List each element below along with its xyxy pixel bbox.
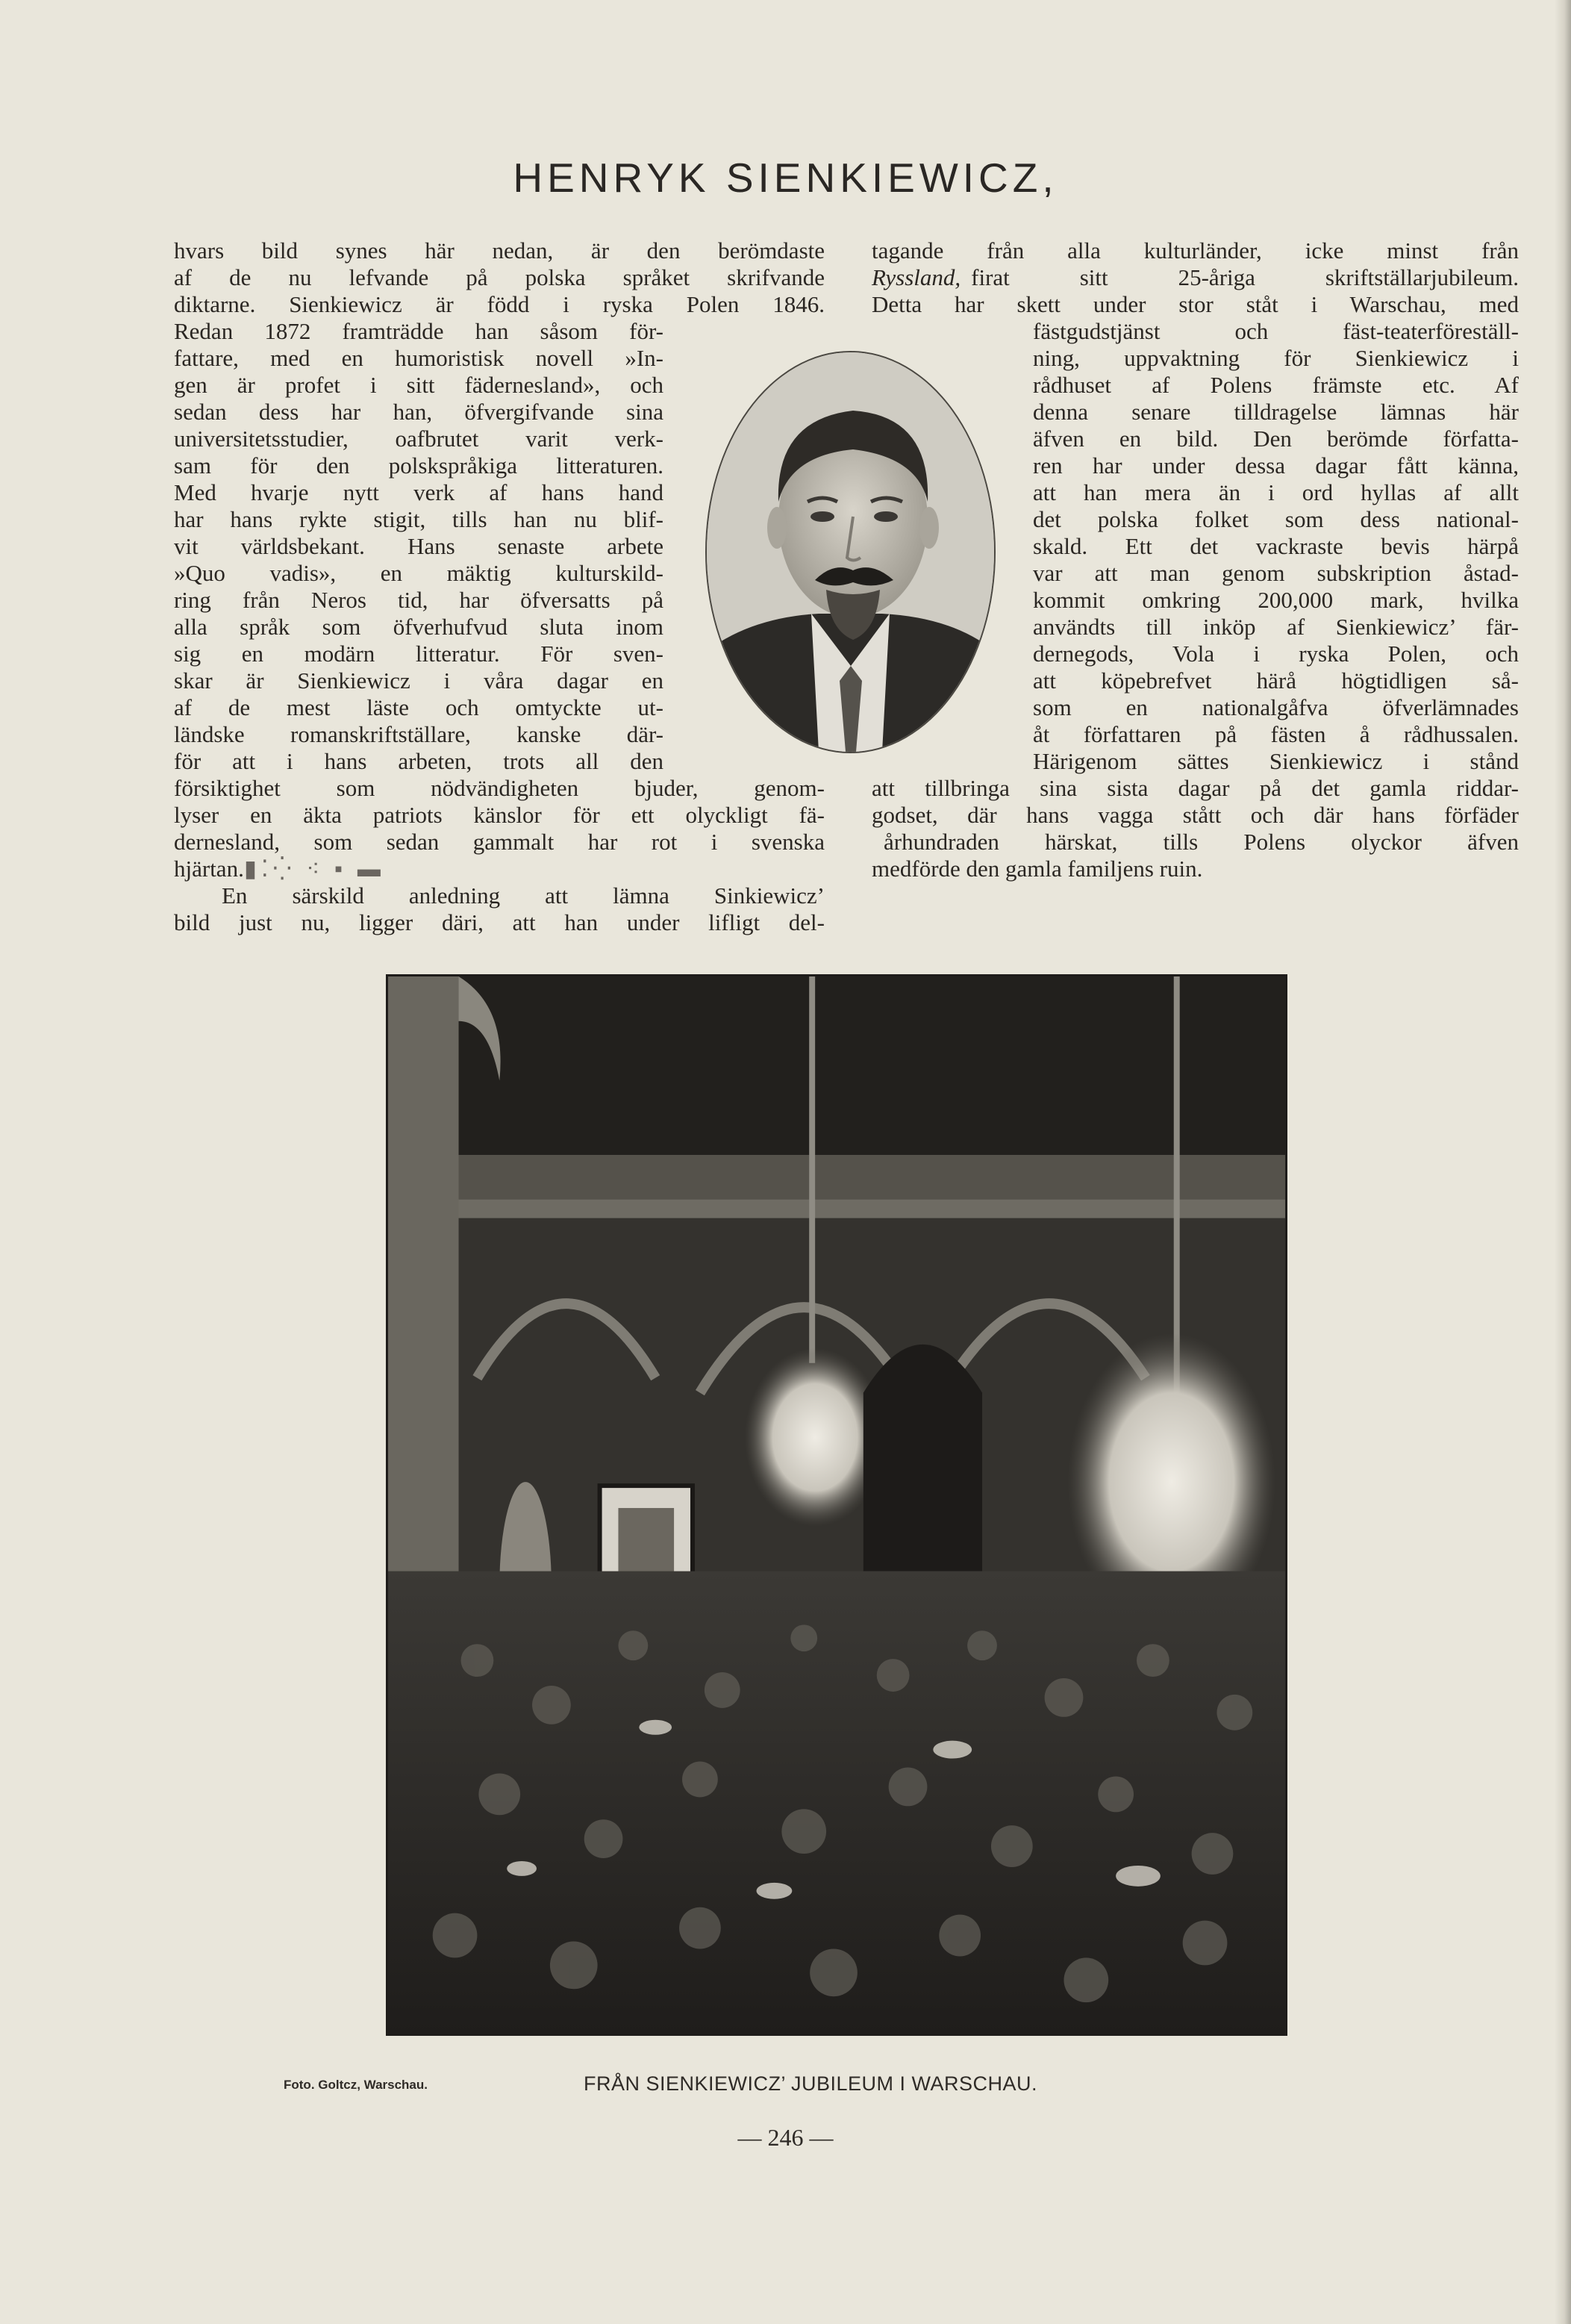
text-line: alla språk som öfverhufvud sluta inom xyxy=(174,614,663,640)
text-line: användts till inköp af Sienkiewicz’ fär- xyxy=(1033,614,1519,640)
text-line: skald. Ett det vackraste bevis härpå xyxy=(1033,533,1519,559)
text-line: sam för den polskspråkiga litteraturen. xyxy=(174,452,663,479)
text-line: att tillbringa sina sista dagar på det gamla riddar- xyxy=(872,775,1519,801)
text-line-with-print-specks xyxy=(174,856,825,882)
text-line: att han mera än i ord hyllas af allt xyxy=(1033,479,1519,505)
text-line: ring från Neros tid, har öfversatts på xyxy=(174,587,663,613)
text-line-paragraph-start: En särskild anledning att lämna Sinkiewicz’ xyxy=(222,882,825,909)
text-line: af de nu lefvande på polska språket skrifvande xyxy=(174,264,825,290)
text-line: diktarne. Sienkiewicz är född i ryska Polen 1846. xyxy=(174,291,825,317)
text-line: skar är Sienkiewicz i våra dagar en xyxy=(174,667,663,694)
text-line: dernegods, Vola i ryska Polen, och xyxy=(1033,641,1519,667)
text-line: äfven en bild. Den berömde författa- xyxy=(1033,426,1519,452)
text-line: hvars bild synes här nedan, är den berömdaste xyxy=(174,237,825,264)
text-line: fattare, med en humoristisk novell »In- xyxy=(174,345,663,371)
text-line-with-italic xyxy=(872,264,1519,291)
text-line: godset, där hans vagga stått och där hans förfäder xyxy=(872,802,1519,828)
text-line: bild just nu, ligger däri, att han under lifligt del- xyxy=(174,909,825,935)
text-line: rådhuset af Polens främste etc. Af xyxy=(1033,372,1519,398)
text-line: gen är profet i sitt fädernesland», och xyxy=(174,372,663,398)
text-line: ländske romanskriftställare, kanske där- xyxy=(174,721,663,747)
article-title: HENRYK SIENKIEWICZ, xyxy=(513,155,1058,201)
text-line: fästgudstjänst och fäst-teaterföreställ- xyxy=(1033,318,1519,344)
text-line: lyser en äkta patriots känslor för ett olyckligt fä- xyxy=(174,802,825,828)
print-specks: ▮⁚⁛ ⁖ ▪ ▬ xyxy=(243,856,385,882)
portrait-image xyxy=(705,351,996,753)
text-line: som en nationalgåfva öfverlämnades xyxy=(1033,694,1519,720)
jubilee-photo xyxy=(386,974,1287,2036)
text-line: att köpebrefvet härå högtidligen så- xyxy=(1033,667,1519,694)
portrait-illustration xyxy=(707,352,994,752)
text-fragment: firat sitt 25-åriga skriftställarjubileum. xyxy=(971,264,1519,290)
text-line: kommit omkring 200,000 mark, hvilka xyxy=(1033,587,1519,613)
text-line: för att i hans arbeten, trots all den xyxy=(174,748,663,774)
photo-credit: Foto. Goltcz, Warschau. xyxy=(284,2078,428,2092)
text-line: sig en modärn litteratur. För sven- xyxy=(174,641,663,667)
page-edge-shadow xyxy=(1555,0,1571,2324)
text-line: vit världsbekant. Hans senaste arbete xyxy=(174,533,663,559)
text-line: Redan 1872 framträdde han såsom för- xyxy=(174,318,663,344)
text-line: denna senare tilldragelse lämnas här xyxy=(1033,399,1519,425)
text-line: tagande från alla kulturländer, icke minst från xyxy=(872,237,1519,264)
text-line: var att man genom subskription åstad- xyxy=(1033,560,1519,586)
text-line: universitetsstudier, oafbrutet varit verk- xyxy=(174,426,663,452)
italic-country-name: Ryssland, xyxy=(872,264,961,290)
text-line: sedan dess har han, öfvergifvande sina xyxy=(174,399,663,425)
page-number: — 246 — xyxy=(737,2124,834,2151)
text-line: ning, uppvaktning för Sienkiewicz i xyxy=(1033,345,1519,371)
text-line: Med hvarje nytt verk af hans hand xyxy=(174,479,663,505)
text-line: medförde den gamla familjens ruin. xyxy=(872,856,1203,882)
jubilee-hall-illustration xyxy=(388,976,1285,2034)
text-line: Härigenom sättes Sienkiewicz i stånd xyxy=(1033,748,1519,774)
text-line: dernesland, som sedan gammalt har rot i svenska xyxy=(174,829,825,855)
text-line: försiktighet som nödvändigheten bjuder, genom- xyxy=(174,775,825,801)
text-line: det polska folket som dess national- xyxy=(1033,506,1519,532)
text-line: har hans rykte stigit, tills han nu blif- xyxy=(174,506,663,532)
text-line: århundraden härskat, tills Polens olyckor äfven xyxy=(884,829,1519,855)
text-line: Detta har skett under stor ståt i Warschau, med xyxy=(872,291,1519,317)
text-line: ren har under dessa dagar fått känna, xyxy=(1033,452,1519,479)
text-line: »Quo vadis», en mäktig kulturskild- xyxy=(174,560,663,586)
text-line: åt författaren på fästen å rådhussalen. xyxy=(1033,721,1519,747)
text-line: af de mest läste och omtyckte ut- xyxy=(174,694,663,720)
text-fragment: hjärtan. xyxy=(174,856,244,882)
photo-caption: FRÅN SIENKIEWICZ’ JUBILEUM I WARSCHAU. xyxy=(584,2072,1038,2095)
